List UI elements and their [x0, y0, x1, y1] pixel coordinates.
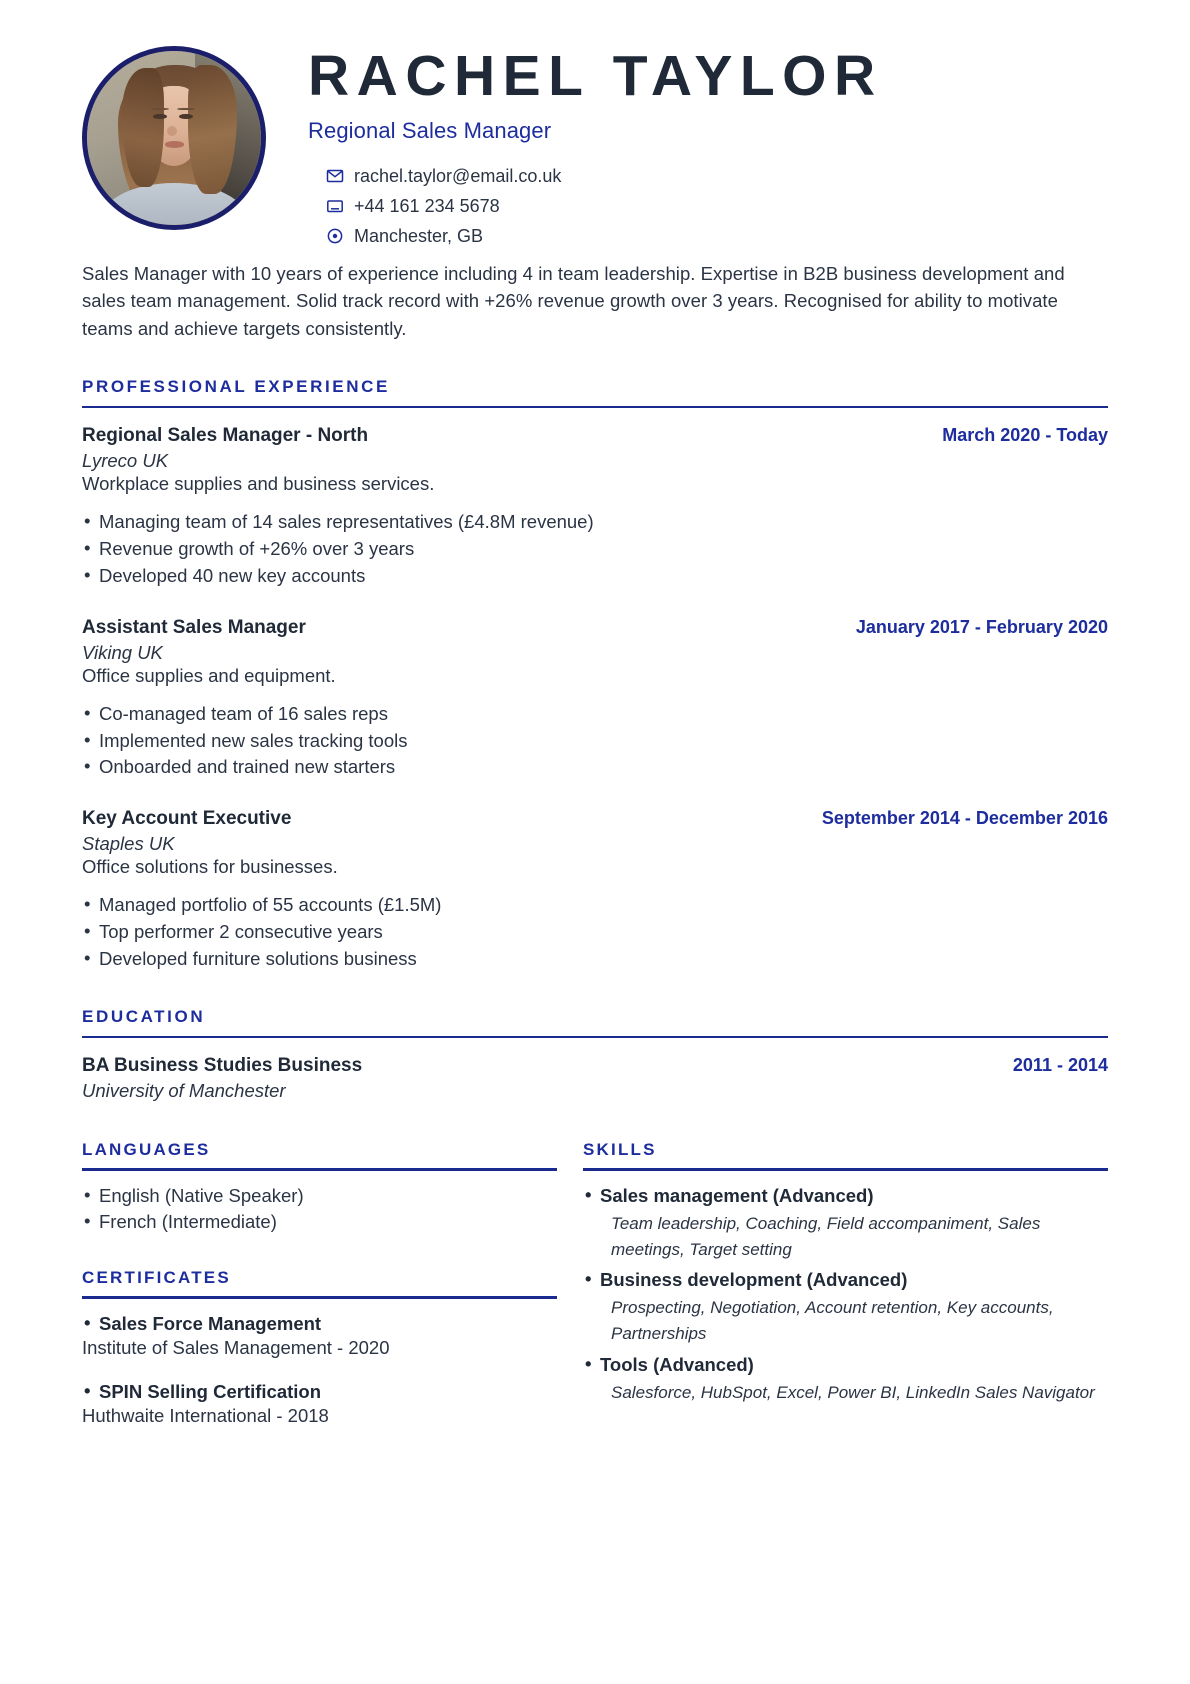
experience-entry-head: [82, 617, 1108, 639]
skill-detail: Prospecting, Negotiation, Account retention, Key accounts, Partnerships: [611, 1298, 1054, 1344]
page-title: RACHEL TAYLOR: [308, 44, 883, 108]
skill-name: • Tools (Advanced): [583, 1352, 1108, 1378]
experience-company-desc: Office solutions for businesses.: [82, 856, 338, 878]
list-item: • Revenue growth of +26% over 3 years: [82, 536, 1108, 563]
resume-sheet: [10, 10, 1180, 1674]
education-date: 2011 - 2014: [1012, 1055, 1108, 1076]
section-divider: [82, 406, 1108, 409]
section-heading-certificates: CERTIFICATES: [82, 1268, 231, 1288]
experience-entry: [82, 617, 1108, 781]
contact-phone-value: +44 161 234 5678: [354, 195, 500, 216]
experience-entry: [82, 808, 1108, 972]
list-item: • Top performer 2 consecutive years: [82, 919, 1108, 946]
experience-company: Lyreco UK: [82, 450, 169, 472]
experience-title: Regional Sales Manager - North: [82, 425, 369, 447]
list-item: • Developed 40 new key accounts: [82, 563, 1108, 590]
experience-company-desc: Workplace supplies and business services.: [82, 473, 435, 495]
section-heading-experience: PROFESSIONAL EXPERIENCE: [82, 376, 390, 396]
header-text-block: [272, 32, 1108, 256]
list-item: • English (Native Speaker): [82, 1183, 557, 1210]
list-item: • Implemented new sales tracking tools: [82, 728, 1108, 755]
experience-company: Staples UK: [82, 833, 175, 855]
list-item: • Managed portfolio of 55 accounts (£1.5M): [82, 892, 1108, 919]
list-item: • Co-managed team of 16 sales reps: [82, 701, 1108, 728]
experience-bullets: [82, 509, 1108, 589]
phone-icon: [326, 197, 344, 215]
photo-eye-left: [153, 114, 167, 120]
experience-entry-head: [82, 808, 1108, 830]
bottom-columns: [82, 1140, 1108, 1427]
contact-location-value: Manchester, GB: [354, 225, 484, 246]
section-education: [82, 1007, 1108, 1103]
section-languages: [82, 1140, 557, 1236]
contact-location[interactable]: [326, 226, 1108, 247]
location-pin-icon: [326, 227, 344, 245]
envelope-icon: [326, 167, 344, 185]
section-professional-experience: [82, 377, 1108, 973]
experience-bullets: [82, 701, 1108, 781]
experience-date: January 2017 - February 2020: [855, 616, 1108, 637]
section-divider: [82, 1296, 557, 1299]
contact-email[interactable]: [326, 166, 1108, 187]
certificate-item: [82, 1313, 557, 1359]
experience-company-desc: Office supplies and equipment.: [82, 664, 336, 686]
section-heading-languages: LANGUAGES: [82, 1140, 211, 1160]
right-column: [557, 1140, 1108, 1427]
left-column: [82, 1140, 557, 1427]
experience-title: Key Account Executive: [82, 808, 292, 830]
resume-header: [82, 32, 1108, 256]
section-heading-skills: SKILLS: [583, 1140, 657, 1160]
education-entry: [82, 1055, 1108, 1102]
section-certificates: [82, 1268, 557, 1427]
certificate-name: • SPIN Selling Certification: [82, 1381, 557, 1403]
job-title: Regional Sales Manager: [308, 117, 552, 143]
section-divider: [583, 1168, 1108, 1171]
list-item: • French (Intermediate): [82, 1209, 557, 1236]
experience-entry-head: [82, 425, 1108, 447]
skill-name: • Sales management (Advanced): [583, 1183, 1108, 1209]
profile-summary: Sales Manager with 10 years of experience including 4 in team leadership. Expertise in B2B business development and sales team management. Solid track record with +26% revenue growth over 3 years. Recognised for ability to motivate teams and achieve targets consistently.: [82, 262, 1065, 340]
experience-date: September 2014 - December 2016: [821, 808, 1108, 829]
certificate-item: [82, 1381, 557, 1427]
photo-container: [82, 32, 272, 230]
languages-list: [82, 1183, 557, 1237]
section-divider: [82, 1168, 557, 1171]
list-item: • Developed furniture solutions business: [82, 946, 1108, 973]
photo-hair-left: [122, 68, 164, 186]
education-degree: BA Business Studies Business: [82, 1055, 363, 1077]
experience-company: Viking UK: [82, 641, 163, 663]
contact-phone[interactable]: [326, 196, 1108, 217]
skill-name: • Business development (Advanced): [583, 1267, 1108, 1293]
experience-bullets: [82, 892, 1108, 972]
section-divider: [82, 1036, 1108, 1039]
section-skills: [583, 1140, 1108, 1406]
education-entry-head: [82, 1055, 1108, 1077]
certificate-name: • Sales Force Management: [82, 1313, 557, 1335]
experience-date: March 2020 - Today: [942, 425, 1108, 446]
education-institution: University of Manchester: [82, 1080, 286, 1102]
skill-item: [583, 1352, 1108, 1406]
contact-email-value: rachel.taylor@email.co.uk: [354, 165, 562, 186]
certificate-issuer: Huthwaite International - 2018: [82, 1404, 329, 1426]
skill-item: [583, 1183, 1108, 1264]
section-heading-education: EDUCATION: [82, 1006, 206, 1026]
skill-detail: Team leadership, Coaching, Field accompaniment, Sales meetings, Target setting: [611, 1213, 1041, 1259]
list-item: • Onboarded and trained new starters: [82, 754, 1108, 781]
experience-entry: [82, 425, 1108, 589]
experience-title: Assistant Sales Manager: [82, 616, 306, 638]
contact-list: [308, 166, 1108, 247]
skill-detail: Salesforce, HubSpot, Excel, Power BI, LinkedIn Sales Navigator: [611, 1382, 1095, 1402]
certificate-issuer: Institute of Sales Management - 2020: [82, 1336, 390, 1358]
skill-item: [583, 1267, 1108, 1348]
list-item: • Managing team of 14 sales representatives (£4.8M revenue): [82, 509, 1108, 536]
avatar: [82, 46, 266, 230]
photo-lips: [165, 141, 184, 147]
